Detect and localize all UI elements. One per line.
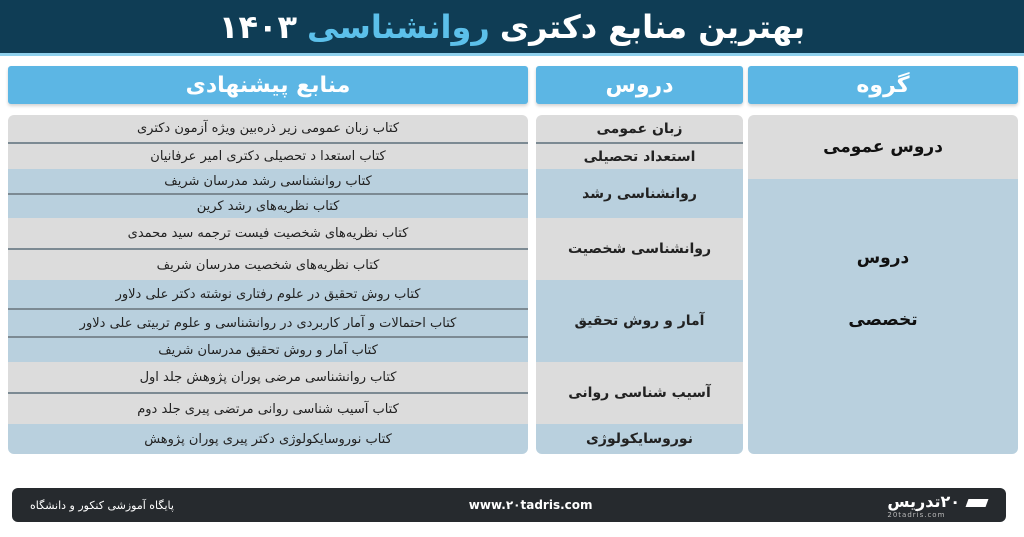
logo-subtext: 20tadris.com — [887, 510, 946, 519]
header-resources: منابع پیشنهادی — [8, 66, 528, 104]
graduation-cap-icon — [966, 498, 988, 512]
group-general: دروس عمومی — [748, 115, 1018, 179]
footer-bar — [12, 488, 1006, 522]
resource-row: کتاب نظریه‌های رشد کرین — [8, 195, 528, 218]
footer-tagline: پایگاه آموزشی کنکور و دانشگاه — [30, 498, 174, 512]
resource-row: کتاب آمار و روش تحقیق مدرسان شریف — [8, 338, 528, 362]
resource-row: کتاب احتمالات و آمار کاربردی در روانشناسی و علوم تربیتی علی دلاور — [8, 310, 528, 336]
course-cell: استعداد تحصیلی — [536, 144, 743, 169]
footer-logo[interactable] — [887, 492, 988, 519]
group-specialized-line1: دروس — [856, 248, 910, 268]
course-cell: روانشناسی رشد — [536, 169, 743, 218]
resource-row: کتاب نظریه‌های شخصیت فیست ترجمه سید محمدی — [8, 218, 528, 248]
resource-row: کتاب روانشناسی مرضی پوران پژوهش جلد اول — [8, 362, 528, 392]
logo-text: ۲۰تدریس — [887, 491, 960, 511]
title-highlight: روانشناسی — [307, 7, 490, 46]
title-year: ۱۴۰۳ — [218, 7, 298, 46]
group-specialized — [748, 179, 1018, 454]
resource-row: کتاب روش تحقیق در علوم رفتاری نوشته دکتر علی دلاور — [8, 280, 528, 308]
title-text: بهترین منابع دکتری — [499, 7, 806, 46]
course-cell: آسیب شناسی روانی — [536, 362, 743, 424]
page-title — [0, 0, 1024, 56]
header-courses: دروس — [536, 66, 743, 104]
header-group: گروه — [748, 66, 1018, 104]
resource-row: کتاب زبان عمومی زیر ذره‌بین ویژه آزمون دکتری — [8, 115, 528, 142]
course-cell: روانشناسی شخصیت — [536, 218, 743, 280]
course-cell: آمار و روش تحقیق — [536, 280, 743, 362]
group-specialized-line2: تخصصی — [848, 310, 918, 330]
footer-website-link[interactable]: www.۲۰tadris.com — [468, 498, 593, 512]
course-cell: زبان عمومی — [536, 115, 743, 142]
course-cell: نوروسایکولوژی — [536, 424, 743, 454]
resource-row: کتاب نوروسایکولوژی دکتر پیری پوران پژوهش — [8, 424, 528, 454]
resource-row: کتاب نظریه‌های شخصیت مدرسان شریف — [8, 250, 528, 280]
resource-row: کتاب روانشناسی رشد مدرسان شریف — [8, 169, 528, 193]
resource-row: کتاب استعدا د تحصیلی دکتری امیر عرفانیان — [8, 144, 528, 169]
resource-row: کتاب آسیب شناسی روانی مرتضی پیری جلد دوم — [8, 394, 528, 424]
